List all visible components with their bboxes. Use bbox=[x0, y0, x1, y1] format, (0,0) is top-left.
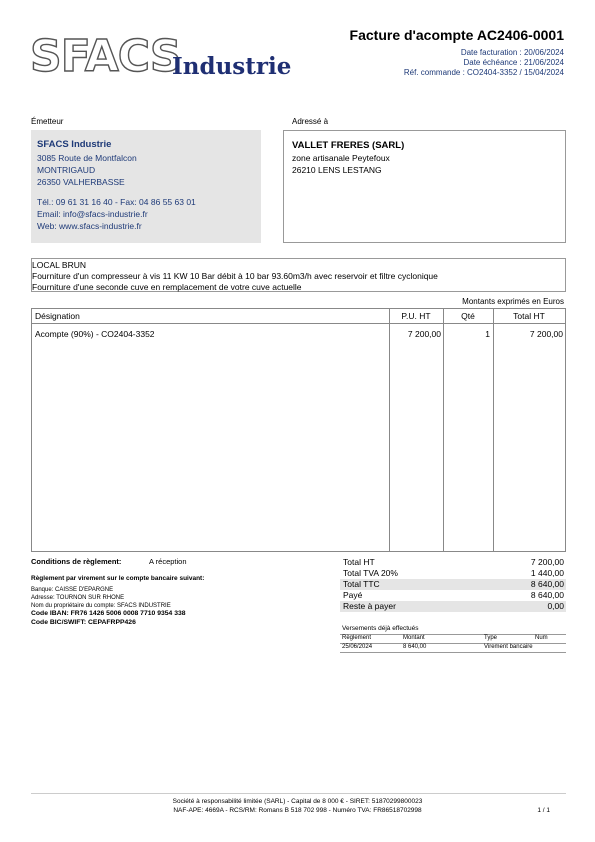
bank-address: Adresse: TOURNON SUR RHONE bbox=[31, 595, 125, 601]
header-quantity: Qté bbox=[461, 311, 475, 321]
payments-header-type: Type bbox=[484, 635, 498, 641]
logo-mark: SFACS bbox=[30, 31, 181, 82]
logo-name: Industrie bbox=[172, 53, 292, 80]
total-ht-label: Total HT bbox=[343, 557, 375, 567]
payments-title: Versements déjà effectués bbox=[342, 625, 419, 632]
emitter-box bbox=[31, 130, 261, 243]
recipient-box bbox=[283, 130, 566, 243]
emitter-address3: 26350 VALHERBASSE bbox=[37, 177, 125, 187]
notes-line3: Fourniture d'une seconde cuve en remplacement de votre cuve actuelle bbox=[32, 282, 302, 292]
bank-name: Banque: CAISSE D'EPARGNE bbox=[31, 587, 114, 593]
payments-divider bbox=[340, 634, 566, 635]
payments-header-date: Règlement bbox=[342, 635, 372, 641]
payments-header-amount: Montant bbox=[403, 635, 425, 641]
footer-company-info: Société à responsabilité limitée (SARL) - Capital de 8 000 € - SIRET: 51870299800023 bbox=[172, 798, 423, 805]
bic-swift: Code BIC/SWIFT: CEPAFRPP426 bbox=[31, 619, 136, 626]
recipient-address1: zone artisanale Peytefoux bbox=[292, 153, 390, 163]
emitter-email: Email: info@sfacs-industrie.fr bbox=[37, 209, 148, 219]
row-unit-price: 7 200,00 bbox=[407, 329, 441, 339]
row-total: 7 200,00 bbox=[529, 329, 563, 339]
invoice-title: Facture d'acompte AC2406-0001 bbox=[349, 27, 564, 43]
emitter-label: Émetteur bbox=[31, 117, 64, 126]
payment-type: Virement bancaire bbox=[484, 644, 533, 650]
footer-registration: NAF-APE: 4669A - RCS/RM: Romans B 518 702 998 - Numéro TVA: FR86518702998 bbox=[173, 807, 422, 814]
account-owner: Nom du propriétaire du compte: SFACS INDUSTRIE bbox=[31, 603, 171, 609]
remaining-value: 0,00 bbox=[547, 601, 564, 611]
payment-date: 25/06/2024 bbox=[342, 644, 373, 650]
order-reference: Réf. commande : CO2404-3352 / 15/04/2024 bbox=[403, 68, 564, 77]
emitter-website: Web: www.sfacs-industrie.fr bbox=[37, 221, 142, 231]
column-divider bbox=[493, 309, 494, 551]
notes-line1: LOCAL BRUN bbox=[32, 260, 87, 270]
paid-label: Payé bbox=[343, 590, 363, 600]
payment-amount: 8 640,00 bbox=[403, 644, 427, 650]
payments-divider bbox=[340, 652, 566, 653]
emitter-address1: 3085 Route de Montfalcon bbox=[37, 153, 137, 163]
total-ht-row bbox=[340, 557, 566, 568]
row-quantity: 1 bbox=[485, 329, 490, 339]
recipient-address2: 26210 LENS LESTANG bbox=[292, 165, 382, 175]
emitter-address2: MONTRIGAUD bbox=[37, 165, 96, 175]
emitter-name: SFACS Industrie bbox=[37, 139, 112, 150]
paid-value: 8 640,00 bbox=[530, 590, 564, 600]
total-ttc-row bbox=[340, 579, 566, 590]
remaining-row bbox=[340, 601, 566, 612]
payment-conditions-label: Conditions de règlement: bbox=[31, 557, 122, 566]
remaining-label: Reste à payer bbox=[343, 601, 396, 611]
recipient-label: Adressé à bbox=[292, 117, 329, 126]
header-total: Total HT bbox=[513, 311, 545, 321]
header-designation: Désignation bbox=[35, 311, 80, 321]
currency-note: Montants exprimés en Euros bbox=[462, 297, 564, 306]
paid-row bbox=[340, 590, 566, 601]
invoice-date: Date facturation : 20/06/2024 bbox=[460, 48, 564, 57]
column-divider bbox=[389, 309, 390, 551]
invoice-lines-table bbox=[31, 308, 566, 552]
invoice-notes bbox=[31, 258, 566, 292]
iban: Code IBAN: FR76 1426 5006 0008 7710 9354 338 bbox=[31, 610, 186, 617]
total-tva-row bbox=[340, 568, 566, 579]
total-ttc-label: Total TTC bbox=[343, 579, 380, 589]
column-divider bbox=[443, 309, 444, 551]
company-logo bbox=[30, 33, 290, 83]
total-tva-label: Total TVA 20% bbox=[343, 568, 398, 578]
notes-line2: Fourniture d'un compresseur à vis 11 KW 10 Bar débit à 10 bar 93.60m3/h avec reservoir et filtre cyclonique bbox=[32, 271, 438, 281]
header-unit-price: P.U. HT bbox=[401, 311, 431, 321]
page-number: 1 / 1 bbox=[537, 807, 550, 814]
payments-header-num: Num bbox=[535, 635, 548, 641]
total-ttc-value: 8 640,00 bbox=[530, 579, 564, 589]
due-date: Date échéance : 21/06/2024 bbox=[463, 58, 564, 67]
payment-conditions-value: A réception bbox=[149, 557, 187, 566]
transfer-title: Règlement par virement sur le compte bancaire suivant: bbox=[31, 575, 205, 582]
emitter-phone: Tél.: 09 61 31 16 40 - Fax: 04 86 55 63 01 bbox=[37, 197, 196, 207]
row-designation: Acompte (90%) - CO2404-3352 bbox=[35, 329, 155, 339]
total-tva-value: 1 440,00 bbox=[530, 568, 564, 578]
total-ht-value: 7 200,00 bbox=[530, 557, 564, 567]
recipient-name: VALLET FRERES (SARL) bbox=[292, 140, 405, 151]
footer-divider bbox=[31, 793, 566, 794]
